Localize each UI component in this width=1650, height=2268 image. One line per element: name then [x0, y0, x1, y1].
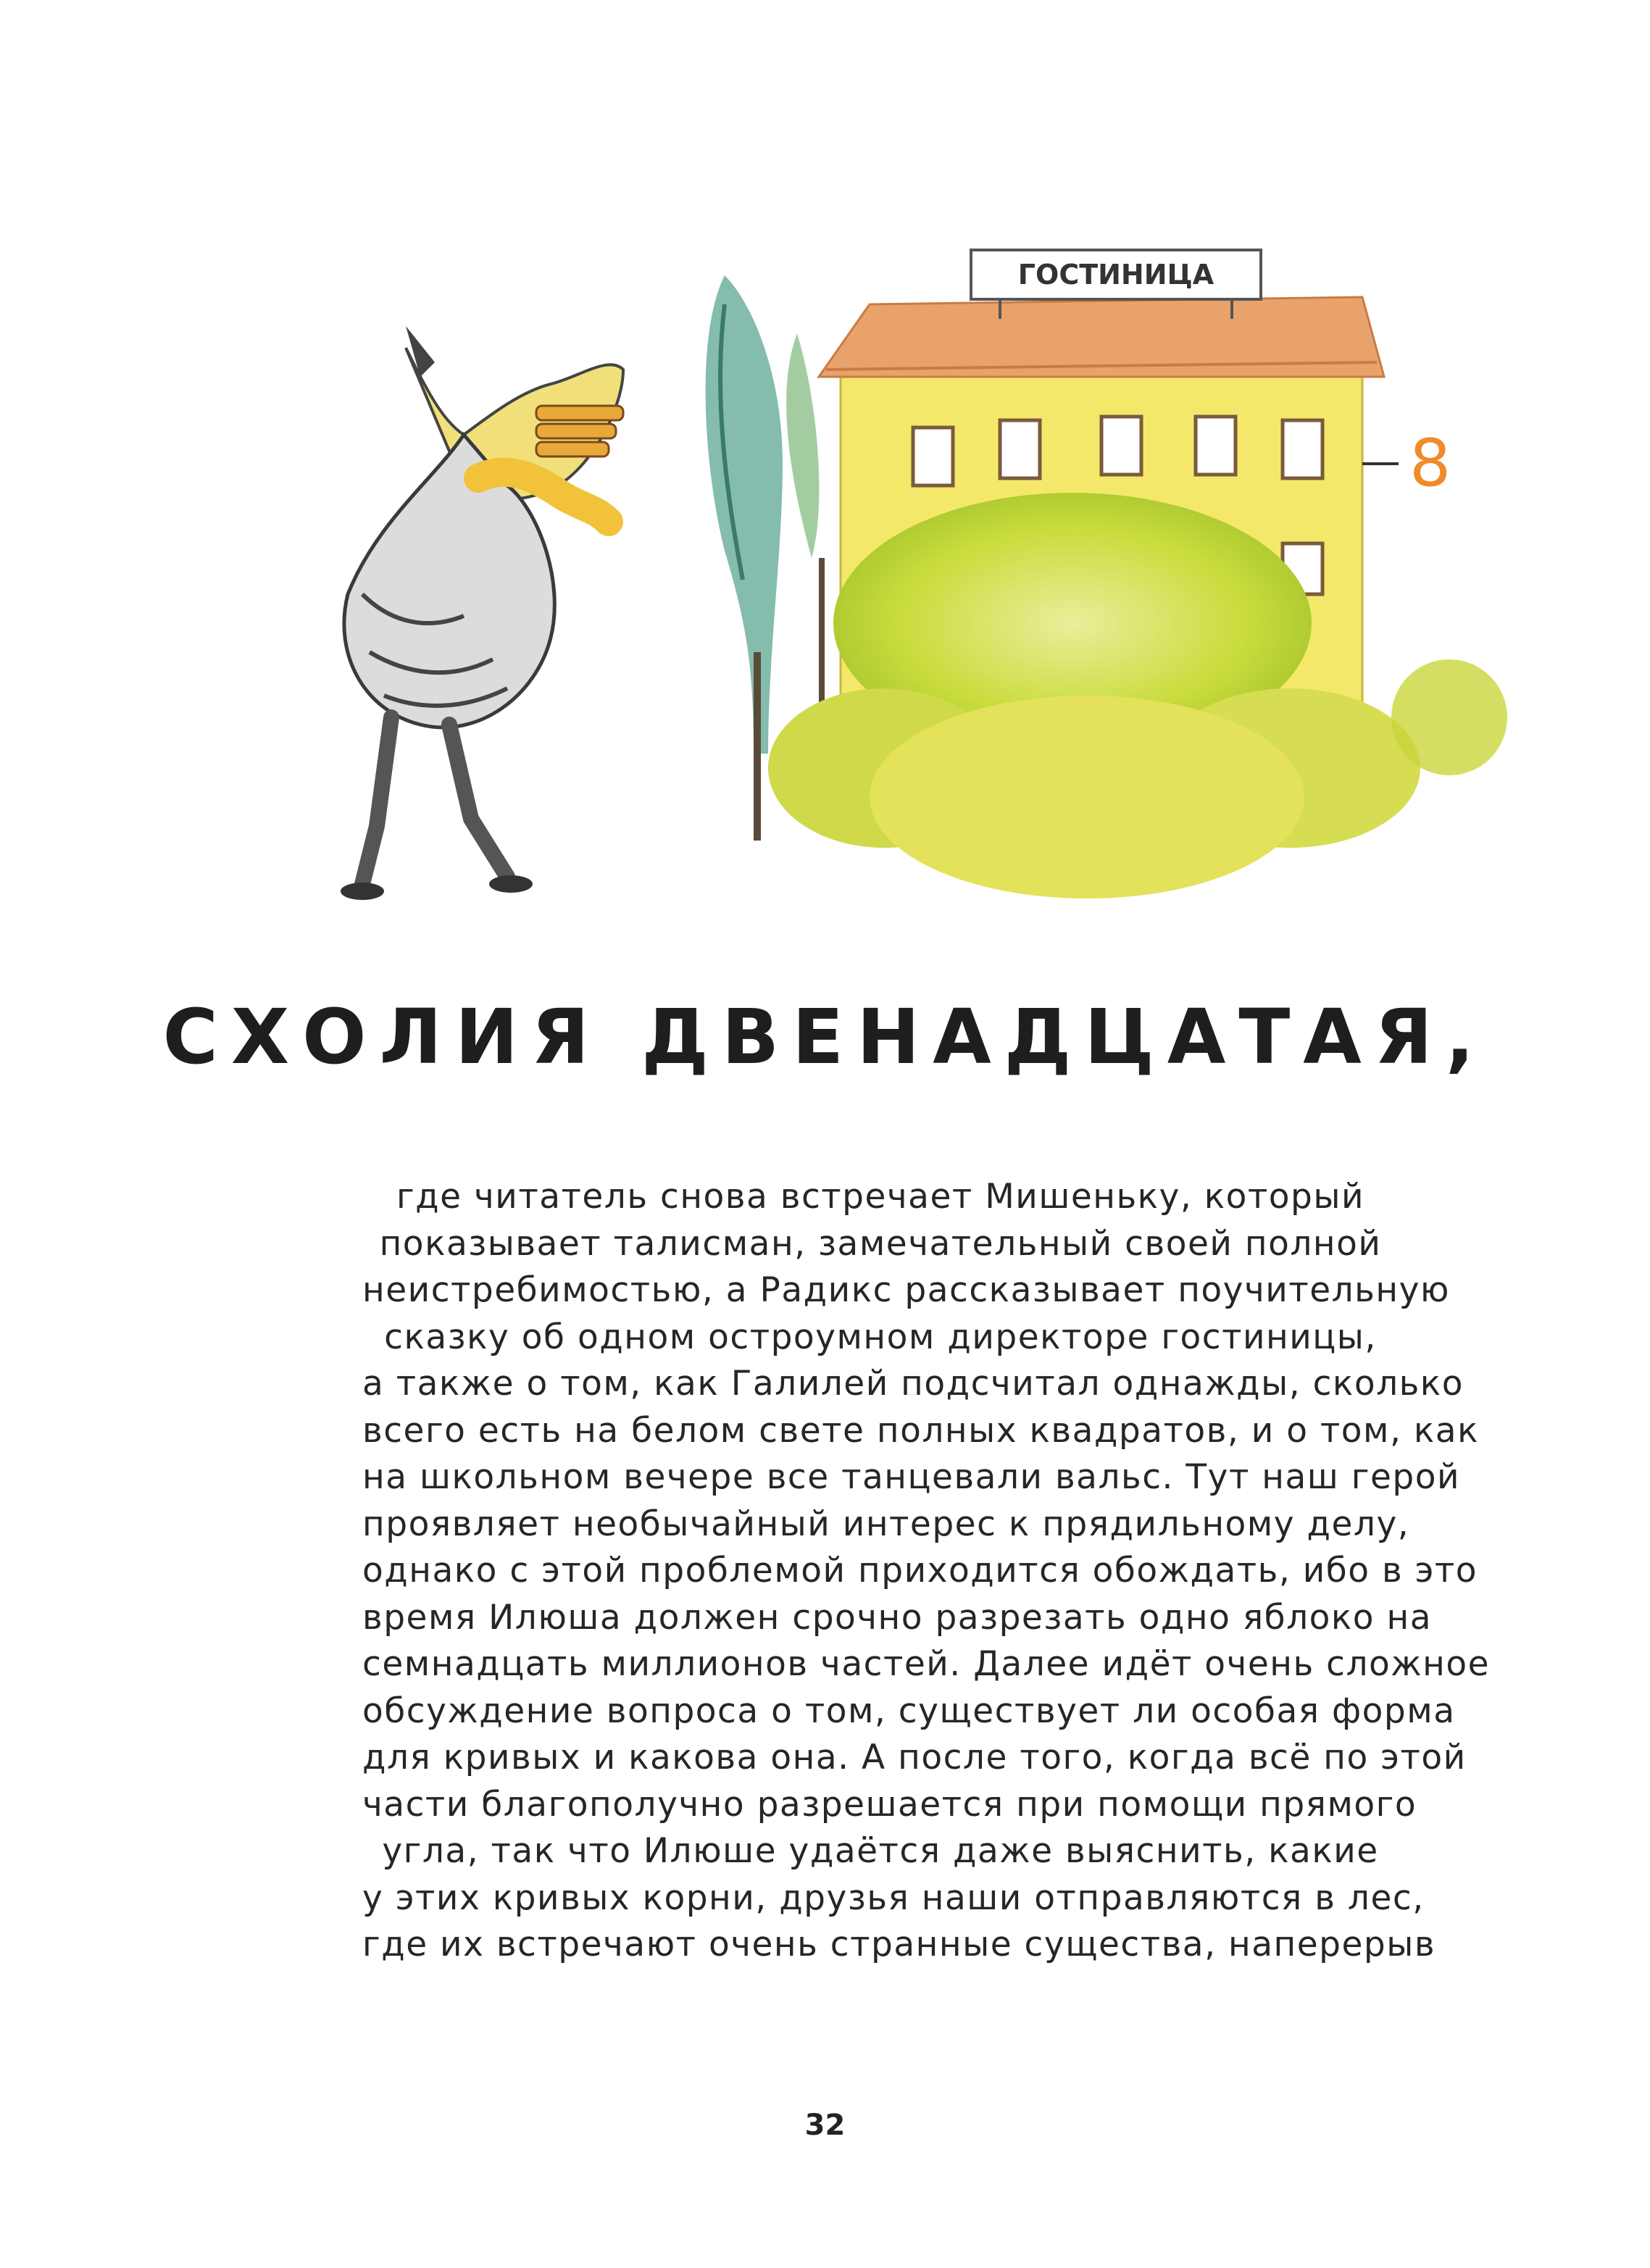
body-line: однако с этой проблемой приходится обождать, ибо в это: [362, 1551, 1478, 1590]
body-line: обсуждение вопроса о том, существует ли особая форма: [362, 1690, 1456, 1731]
body-line: а также о том, как Галилей подсчитал однажды, сколько: [362, 1364, 1464, 1404]
body-line: части благополучно разрешается при помощи прямого: [362, 1784, 1417, 1825]
body-line: семнадцать миллионов частей. Далее идёт очень сложное: [362, 1644, 1490, 1684]
body-line: для кривых и какова она. А после того, когда всё по этой: [362, 1738, 1467, 1777]
bushes-illustration: [768, 493, 1507, 899]
house-number-sign: 8: [1409, 425, 1451, 501]
body-line: где их встречают очень странные существа, наперерыв: [362, 1925, 1436, 1964]
body-line: угла, так что Илюше удаётся даже выяснить, какие: [382, 1831, 1379, 1871]
chapter-summary: [362, 1174, 1490, 1969]
body-line: неистребимостью, а Радикс рассказывает поучительную: [362, 1270, 1450, 1310]
body-line: показывает талисман, замечательный своей полной: [379, 1223, 1382, 1264]
body-line: всего есть на белом свете полных квадратов, и о том, как: [362, 1410, 1479, 1451]
body-line: на школьном вечере все танцевали вальс. Тут наш герой: [362, 1457, 1460, 1497]
page-number: 32: [804, 2109, 846, 2142]
chapter-title: СХОЛИЯ ДВЕНАДЦАТАЯ,: [162, 993, 1488, 1081]
body-line: проявляет необычайный интерес к прядильному делу,: [362, 1504, 1410, 1544]
hotel-sign-text: ГОСТИНИЦА: [1017, 259, 1214, 291]
body-line: сказку об одном остроумном директоре гостиницы,: [384, 1317, 1377, 1357]
illustration: [319, 246, 1565, 942]
body-line: где читатель снова встречает Мишеньку, который: [396, 1177, 1365, 1217]
goat-illustration: [341, 326, 623, 900]
body-line: время Илюша должен срочно разрезать одно яблоко на: [362, 1597, 1433, 1638]
body-line: у этих кривых корни, друзья наши отправляются в лес,: [362, 1877, 1425, 1918]
